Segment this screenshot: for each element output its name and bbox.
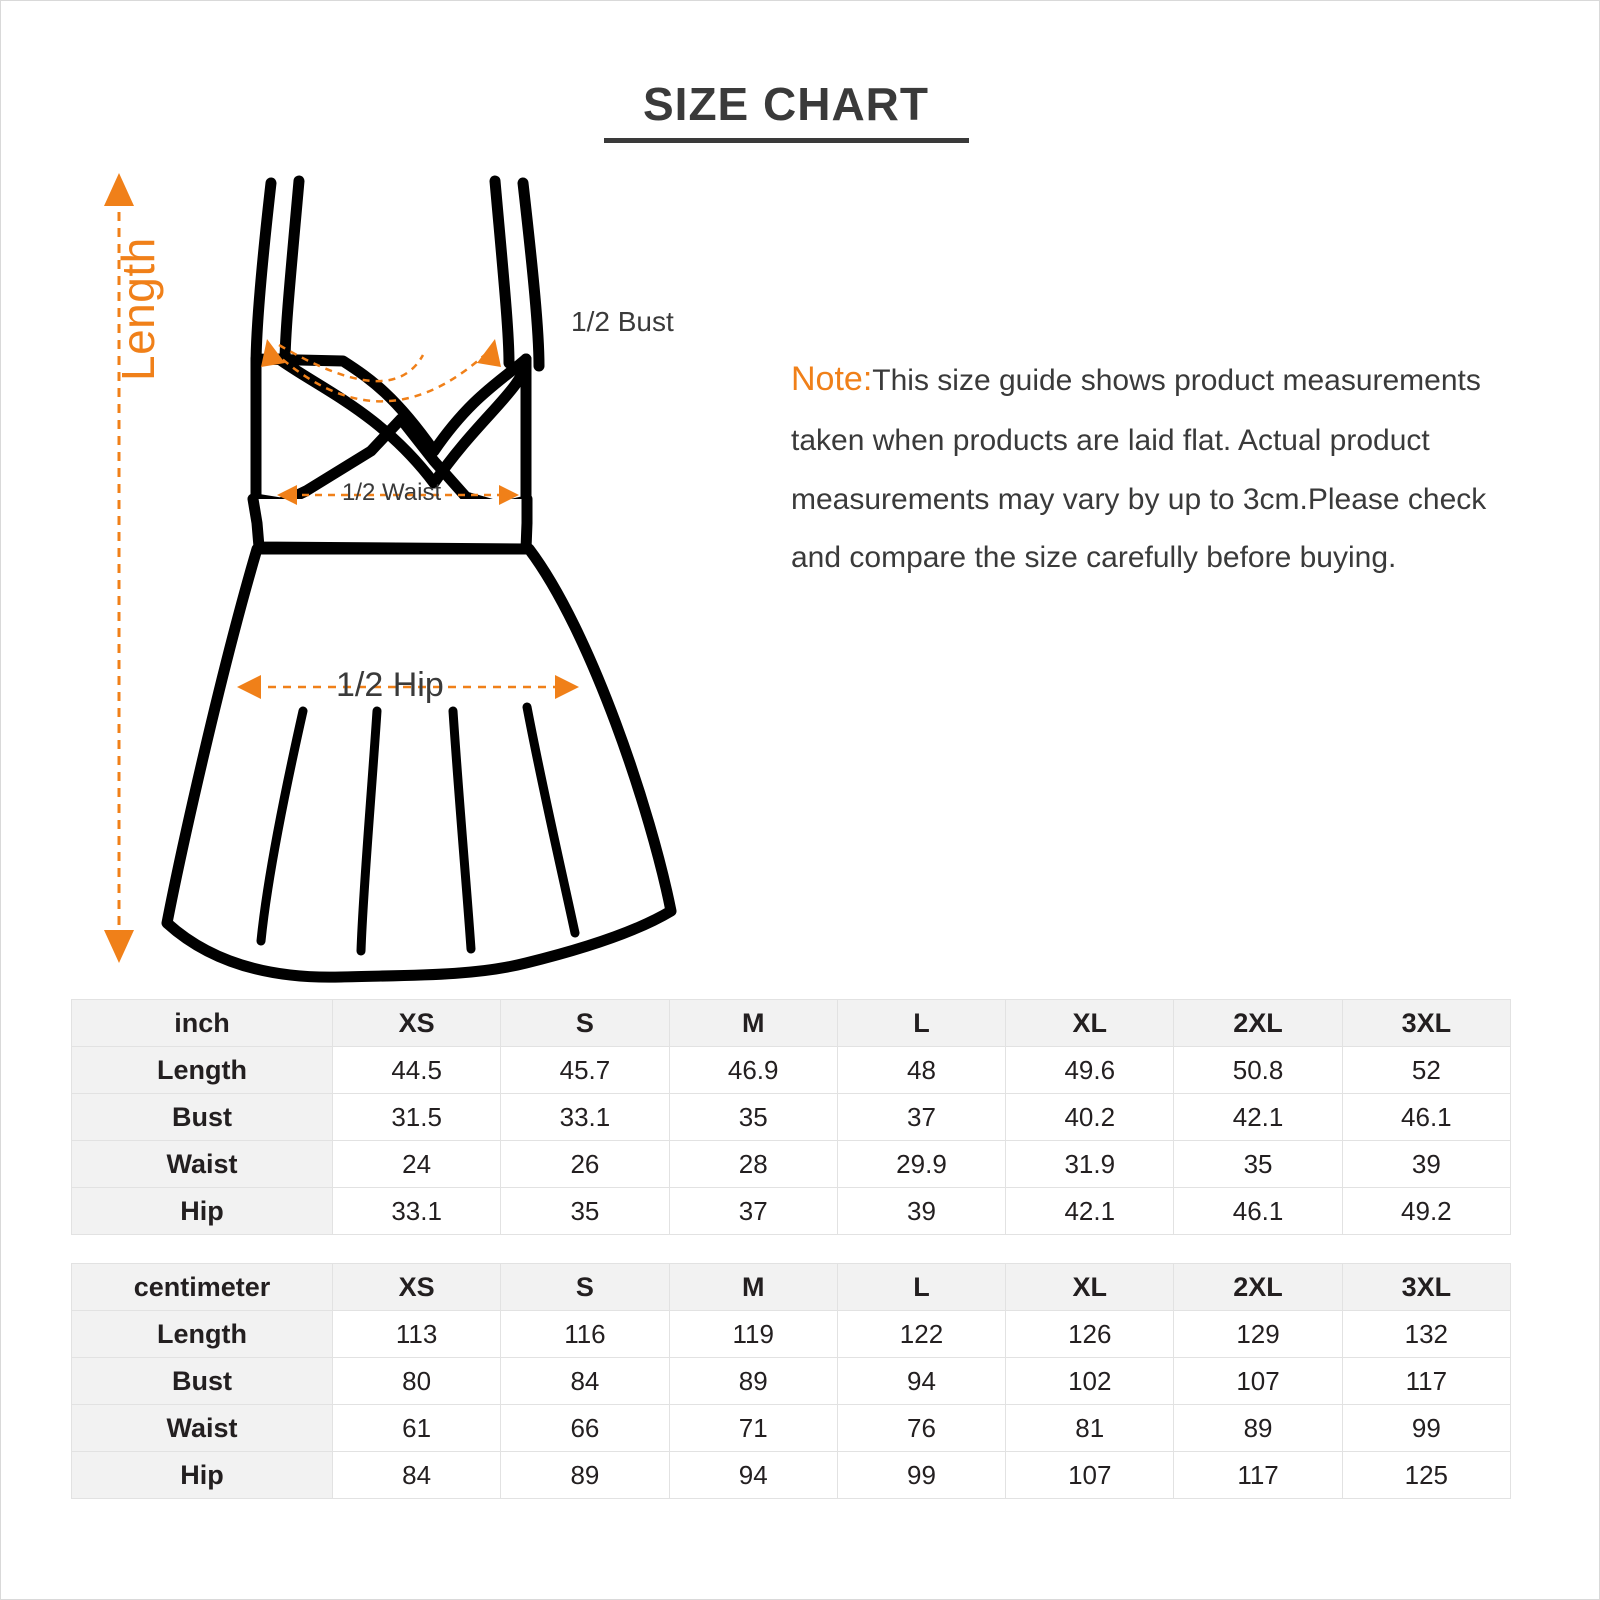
cell-waist-m: 71 — [669, 1405, 837, 1452]
cell-length-xs: 113 — [333, 1311, 501, 1358]
col-header-xl: XL — [1006, 1264, 1174, 1311]
col-header-xl: XL — [1006, 1000, 1174, 1047]
cell-waist-3xl: 39 — [1342, 1141, 1510, 1188]
table-header-row — [72, 1000, 1511, 1047]
cell-length-m: 119 — [669, 1311, 837, 1358]
cell-length-2xl: 129 — [1174, 1311, 1342, 1358]
bust-label: 1/2 Bust — [571, 306, 674, 337]
cell-length-l: 48 — [837, 1047, 1005, 1094]
cell-length-xl: 49.6 — [1006, 1047, 1174, 1094]
col-header-m: M — [669, 1000, 837, 1047]
col-header-l: L — [837, 1000, 1005, 1047]
row-label-waist: Waist — [72, 1141, 333, 1188]
cell-bust-xs: 31.5 — [333, 1094, 501, 1141]
cell-bust-m: 35 — [669, 1094, 837, 1141]
row-label-length: Length — [72, 1311, 333, 1358]
cell-waist-xl: 81 — [1006, 1405, 1174, 1452]
cell-length-s: 116 — [501, 1311, 669, 1358]
cell-length-m: 46.9 — [669, 1047, 837, 1094]
cell-waist-xs: 24 — [333, 1141, 501, 1188]
cell-bust-2xl: 42.1 — [1174, 1094, 1342, 1141]
col-header-xs: XS — [333, 1264, 501, 1311]
note-block — [791, 346, 1511, 588]
row-label-length: Length — [72, 1047, 333, 1094]
row-label-hip: Hip — [72, 1452, 333, 1499]
bust-arrow-head-right — [477, 339, 501, 367]
cell-bust-xs: 80 — [333, 1358, 501, 1405]
unit-label-centimeter: centimeter — [72, 1264, 333, 1311]
cell-bust-xl: 40.2 — [1006, 1094, 1174, 1141]
dress-illustration — [71, 151, 791, 991]
cell-bust-l: 37 — [837, 1094, 1005, 1141]
page-title: SIZE CHART — [643, 78, 929, 130]
table-row — [72, 1047, 1511, 1094]
table-row — [72, 1311, 1511, 1358]
cell-waist-3xl: 99 — [1342, 1405, 1510, 1452]
col-header-3xl: 3XL — [1342, 1264, 1510, 1311]
row-label-hip: Hip — [72, 1188, 333, 1235]
note-text: This size guide shows product measurements taken when products are laid flat. Actual product measurements may vary by up to 3cm.Please check and compare the size carefully before buying. — [791, 364, 1487, 575]
hip-label: 1/2 Hip — [336, 666, 444, 704]
table-row — [72, 1452, 1511, 1499]
cell-hip-l: 39 — [837, 1188, 1005, 1235]
dress-diagram-svg — [71, 151, 791, 991]
col-header-xs: XS — [333, 1000, 501, 1047]
table-row — [72, 1094, 1511, 1141]
cell-hip-2xl: 117 — [1174, 1452, 1342, 1499]
cell-hip-l: 99 — [837, 1452, 1005, 1499]
row-label-waist: Waist — [72, 1405, 333, 1452]
length-label: Length — [112, 237, 164, 381]
cell-hip-xl: 107 — [1006, 1452, 1174, 1499]
row-label-bust: Bust — [72, 1358, 333, 1405]
table-row — [72, 1358, 1511, 1405]
cell-bust-xl: 102 — [1006, 1358, 1174, 1405]
cell-length-3xl: 52 — [1342, 1047, 1510, 1094]
cell-bust-s: 33.1 — [501, 1094, 669, 1141]
cell-hip-m: 37 — [669, 1188, 837, 1235]
cell-waist-s: 26 — [501, 1141, 669, 1188]
cell-waist-l: 29.9 — [837, 1141, 1005, 1188]
cell-bust-3xl: 117 — [1342, 1358, 1510, 1405]
cell-hip-3xl: 49.2 — [1342, 1188, 1510, 1235]
cell-hip-2xl: 46.1 — [1174, 1188, 1342, 1235]
cell-length-xs: 44.5 — [333, 1047, 501, 1094]
col-header-s: S — [501, 1000, 669, 1047]
page-title-block — [601, 79, 971, 143]
cell-length-2xl: 50.8 — [1174, 1047, 1342, 1094]
cell-waist-2xl: 35 — [1174, 1141, 1342, 1188]
cell-hip-3xl: 125 — [1342, 1452, 1510, 1499]
col-header-3xl: 3XL — [1342, 1000, 1510, 1047]
length-arrow-head-bottom — [104, 930, 134, 963]
table-header-row — [72, 1264, 1511, 1311]
unit-label-inch: inch — [72, 1000, 333, 1047]
dress-outline — [167, 181, 671, 977]
cell-bust-s: 84 — [501, 1358, 669, 1405]
waist-label: 1/2 Waist — [342, 479, 442, 506]
cell-waist-2xl: 89 — [1174, 1405, 1342, 1452]
cell-bust-l: 94 — [837, 1358, 1005, 1405]
cell-hip-m: 94 — [669, 1452, 837, 1499]
col-header-2xl: 2XL — [1174, 1000, 1342, 1047]
table-row — [72, 1405, 1511, 1452]
col-header-m: M — [669, 1264, 837, 1311]
cell-waist-xs: 61 — [333, 1405, 501, 1452]
cell-length-l: 122 — [837, 1311, 1005, 1358]
col-header-2xl: 2XL — [1174, 1264, 1342, 1311]
cell-hip-xs: 84 — [333, 1452, 501, 1499]
size-table-inch — [71, 999, 1511, 1235]
cell-length-s: 45.7 — [501, 1047, 669, 1094]
cell-bust-2xl: 107 — [1174, 1358, 1342, 1405]
col-header-s: S — [501, 1264, 669, 1311]
cell-hip-xs: 33.1 — [333, 1188, 501, 1235]
cell-bust-m: 89 — [669, 1358, 837, 1405]
cell-hip-s: 35 — [501, 1188, 669, 1235]
note-label: Note: — [791, 360, 873, 398]
title-underline — [604, 138, 969, 143]
cell-waist-m: 28 — [669, 1141, 837, 1188]
cell-waist-l: 76 — [837, 1405, 1005, 1452]
size-table-centimeter — [71, 1263, 1511, 1499]
cell-hip-xl: 42.1 — [1006, 1188, 1174, 1235]
col-header-l: L — [837, 1264, 1005, 1311]
cell-bust-3xl: 46.1 — [1342, 1094, 1510, 1141]
table-row — [72, 1188, 1511, 1235]
cell-waist-xl: 31.9 — [1006, 1141, 1174, 1188]
row-label-bust: Bust — [72, 1094, 333, 1141]
cell-length-xl: 126 — [1006, 1311, 1174, 1358]
cell-hip-s: 89 — [501, 1452, 669, 1499]
table-row — [72, 1141, 1511, 1188]
cell-length-3xl: 132 — [1342, 1311, 1510, 1358]
cell-waist-s: 66 — [501, 1405, 669, 1452]
